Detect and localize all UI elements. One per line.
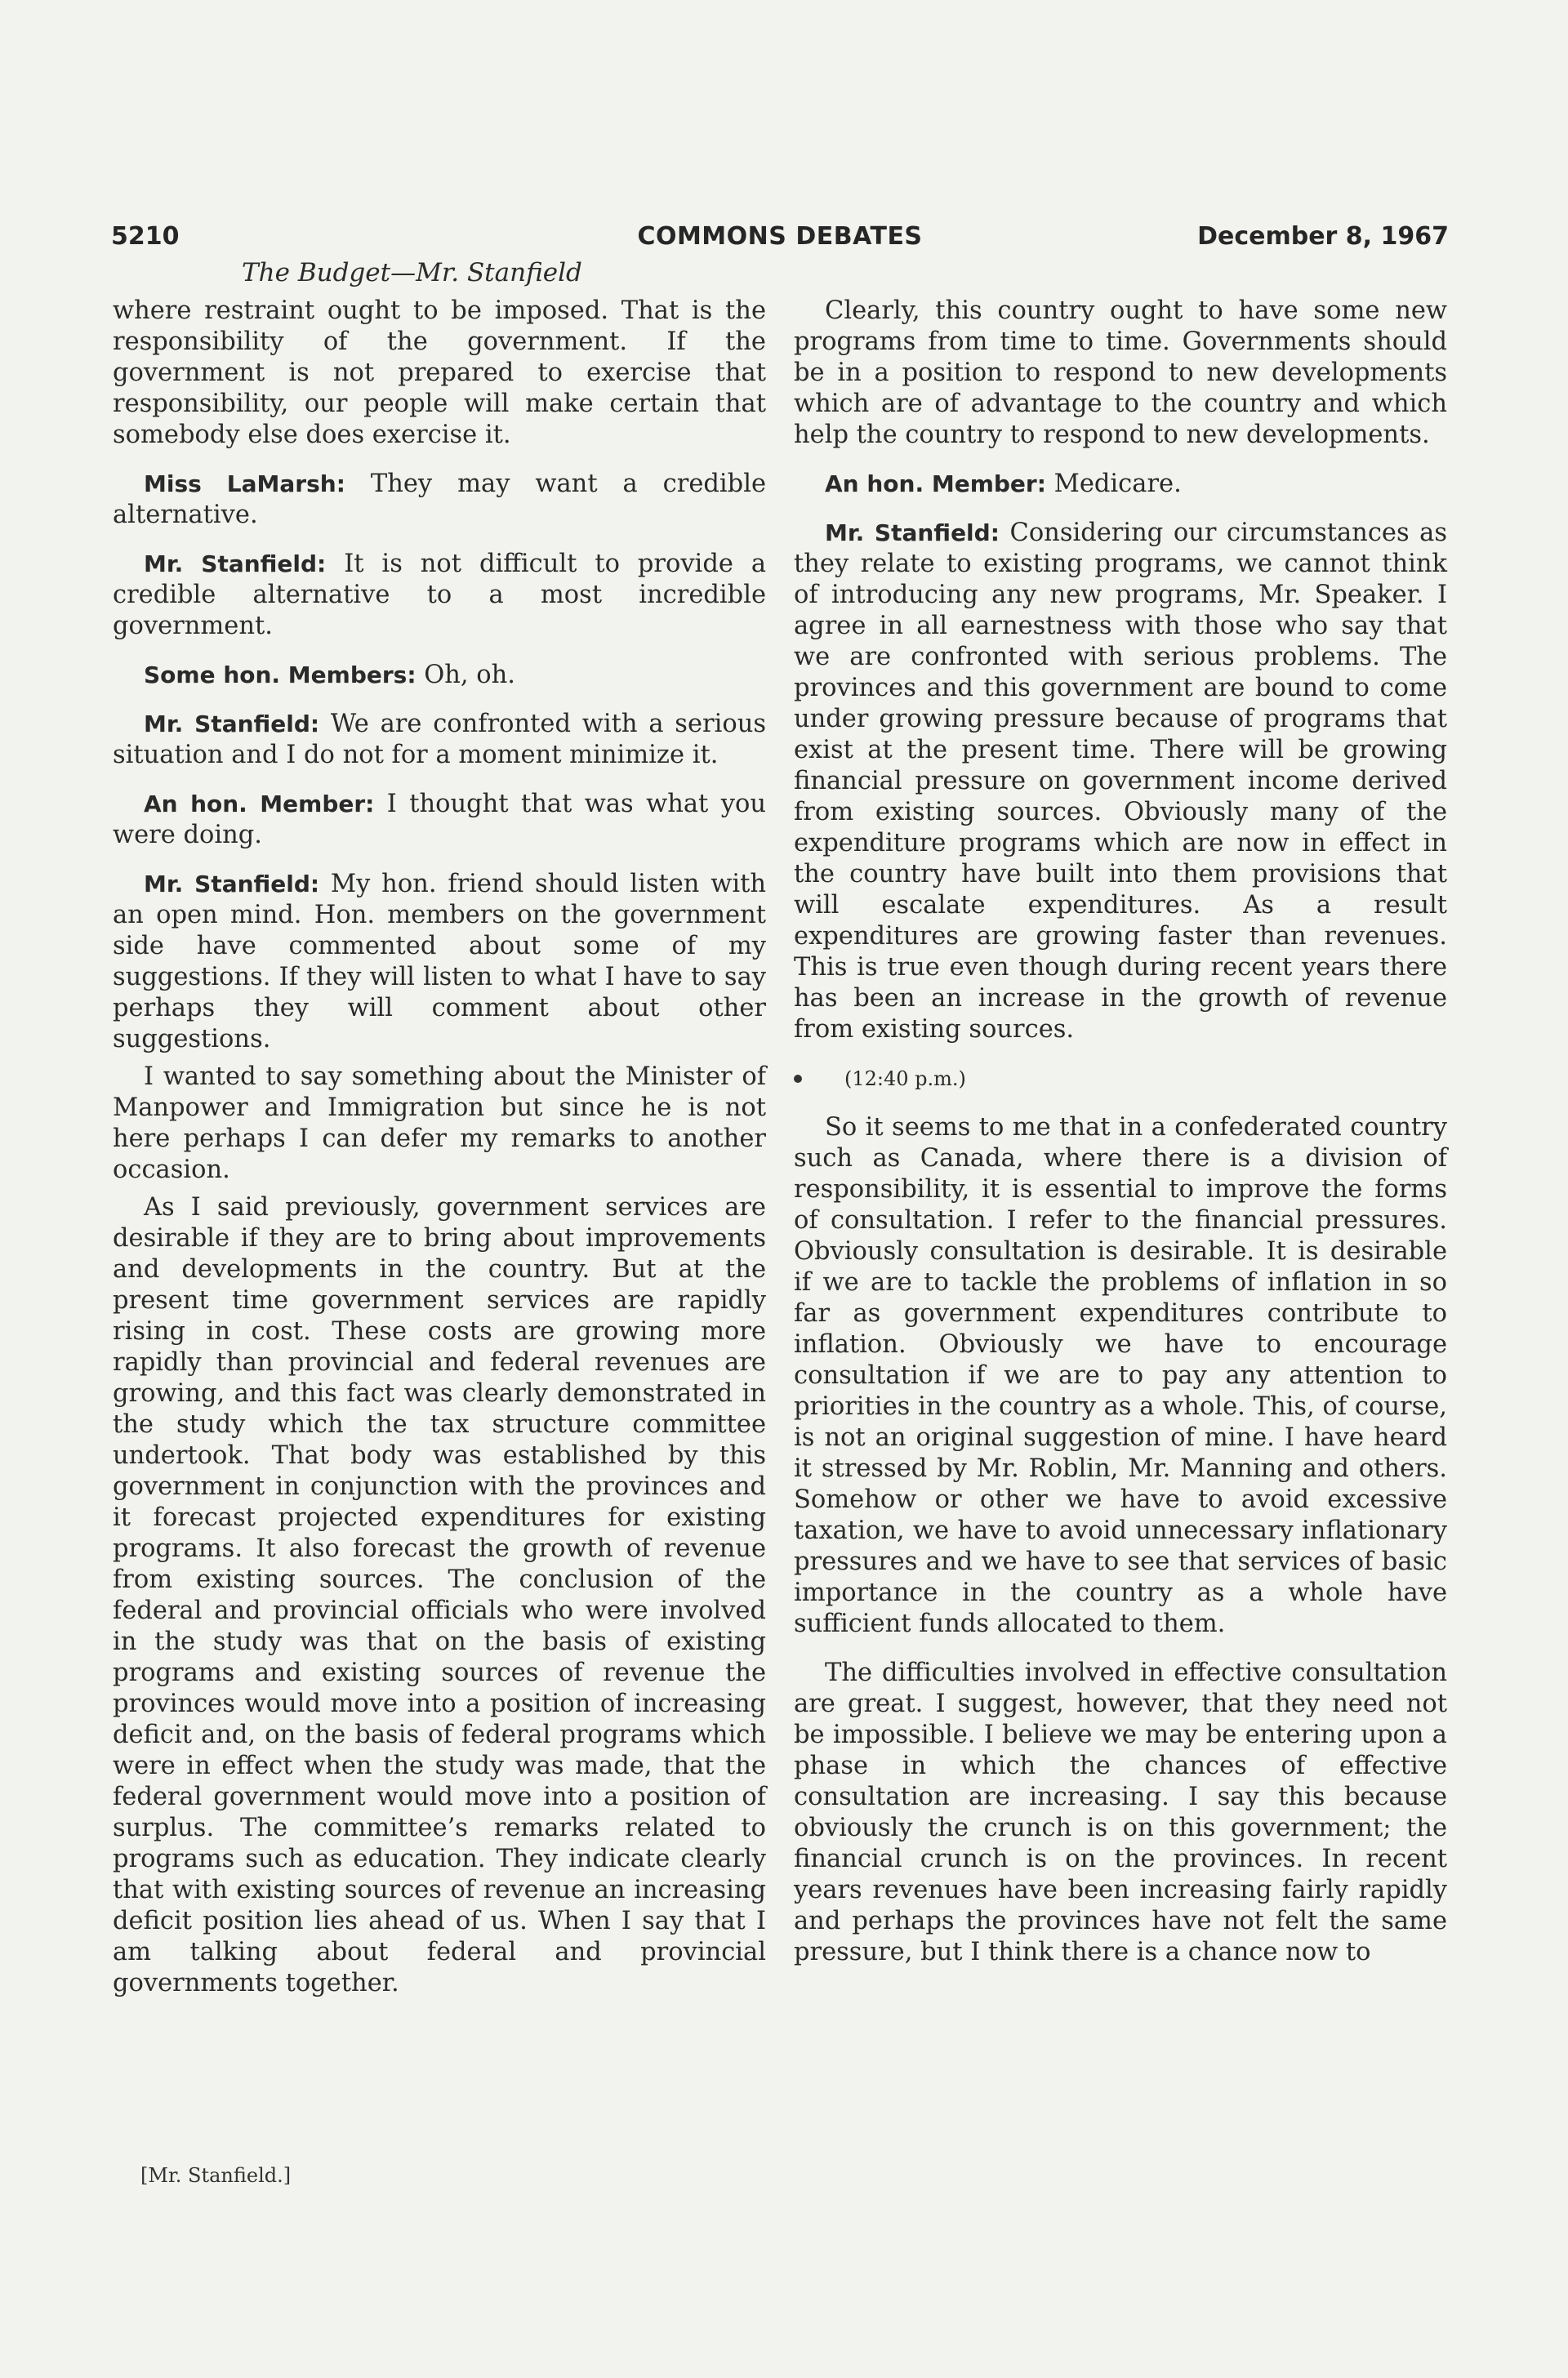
right-column	[794, 296, 1447, 1986]
page-header	[111, 222, 1449, 258]
page-number: 5210	[111, 222, 180, 251]
speech-text: I thought that was what you were doing.	[113, 790, 766, 849]
speaker-name: Miss LaMarsh:	[144, 470, 345, 497]
page-date: December 8, 1967	[1197, 222, 1449, 251]
paragraph	[794, 518, 1447, 1045]
speaker-name: Some hon. Members:	[144, 661, 416, 688]
speech-text: Oh, oh.	[424, 661, 515, 689]
speech-text: Considering our circumstances as they relate to existing programs, we cannot think of introducing any new programs, Mr. Speaker. I agree in all earnestness with those who say that we are confronted with serious problems. The provinces and this government are bound to come under growing pressure because of programs that exist at the present time. There will be growing financial pressure on government income derived from existing sources. Obviously many of the expenditure programs which are now in effect in the country have built into them provisions that will escalate expenditures. As a result expenditures are growing faster than revenues. This is true even though during recent years there has been an increase in the growth of revenue from existing sources.	[794, 519, 1448, 1044]
speaker-name: Mr. Stanfield:	[144, 550, 327, 577]
timestamp-line	[794, 1063, 1447, 1094]
speaker-name: An hon. Member:	[825, 470, 1046, 497]
speech-text: Medicare.	[1054, 470, 1182, 498]
paragraph	[113, 549, 766, 642]
speaker-name: Mr. Stanfield:	[825, 519, 1000, 546]
paragraph: where restraint ought to be imposed. That is the responsibility of the government. If the government is not prepared to exercise that responsibility, our people will make certain that somebody else does exercise it.	[113, 296, 766, 449]
speech-text: My hon. friend should listen with an open mind. Hon. members on the government side have commented about some of my suggestions. If they will listen to what I have to say perhaps they will comment about other suggestions.	[113, 870, 766, 1053]
paragraph	[113, 869, 766, 1055]
paragraph: The difficulties involved in effective consultation are great. I suggest, however, that they need not be impossible. I believe we may be entering upon a phase in which the chances of effective consultation are increasing. I say this because obviously the crunch is on this government; the financial crunch is on the provinces. In recent years revenues have been increasing fairly rapidly and perhaps the provinces have not felt the same pressure, but I think there is a chance now to	[794, 1659, 1447, 1966]
paragraph	[113, 709, 766, 771]
paragraph	[794, 469, 1447, 500]
running-title: The Budget—Mr. Stanfield	[242, 258, 582, 287]
speech-text: It is not difficult to provide a credible alternative to a most incredible government.	[113, 550, 766, 640]
paragraph: So it seems to me that in a confederated country such as Canada, where there is a division of responsibility, it is essential to improve the forms of consultation. I refer to the financial pressures. Obviously consultation is desirable. It is desirable if we are to tackle the problems of inflation in so far as government expenditures contribute to inflation. Obviously we have to encourage consultation if we are to pay any attention to priorities in the country as a whole. This, of course, is not an original suggestion of mine. I have heard it stressed by Mr. Roblin, Mr. Manning and others. Somehow or other we have to avoid excessive taxation, we have to avoid unnecessary inflationary pressures and we have to see that services of basic importance in the country as a whole have sufficient funds allocated to them.	[794, 1113, 1447, 1638]
speaker-name: Mr. Stanfield:	[144, 871, 320, 897]
paragraph: I wanted to say something about the Minister of Manpower and Immigration but since he is not here perhaps I can defer my remarks to another occasion.	[113, 1062, 766, 1184]
timestamp: (12:40 p.m.)	[844, 1067, 966, 1090]
speaker-name: Mr. Stanfield:	[144, 710, 320, 737]
speech-text: They may want a credible alternative.	[113, 470, 767, 529]
publication-title: COMMONS DEBATES	[637, 222, 923, 251]
paragraph: Clearly, this country ought to have some new programs from time to time. Governments should be in a position to respond to new developments which are of advantage to the country and which help the country to respond to new developments.	[794, 296, 1447, 449]
bullet-icon	[794, 1075, 802, 1083]
paragraph	[113, 660, 766, 691]
left-column	[113, 296, 766, 2017]
speaker-attribution: [Mr. Stanfield.]	[140, 2164, 292, 2187]
speaker-name: An hon. Member:	[144, 790, 375, 817]
paragraph	[113, 789, 766, 851]
paragraph	[113, 469, 766, 531]
speech-text: We are confronted with a serious situation and I do not for a moment minimize it.	[113, 710, 767, 769]
paragraph: As I said previously, government services are desirable if they are to bring about improvements and developments in the country. But at the present time government services are rapidly rising in cost. These costs are growing more rapidly than provincial and federal revenues are growing, and this fact was clearly demonstrated in the study which the tax structure committee undertook. That body was established by this government in conjunction with the provinces and it forecast projected expenditures for existing programs. It also forecast the growth of revenue from existing sources. The conclusion of the federal and provincial officials who were involved in the study was that on the basis of existing programs and existing sources of revenue the provinces would move into a position of increasing deficit and, on the basis of federal programs which were in effect when the study was made, that the federal government would move into a position of surplus. The committee’s remarks related to programs such as education. They indicate clearly that with existing sources of revenue an increasing deficit position lies ahead of us. When I say that I am talking about federal and provincial governments together.	[113, 1193, 766, 1997]
